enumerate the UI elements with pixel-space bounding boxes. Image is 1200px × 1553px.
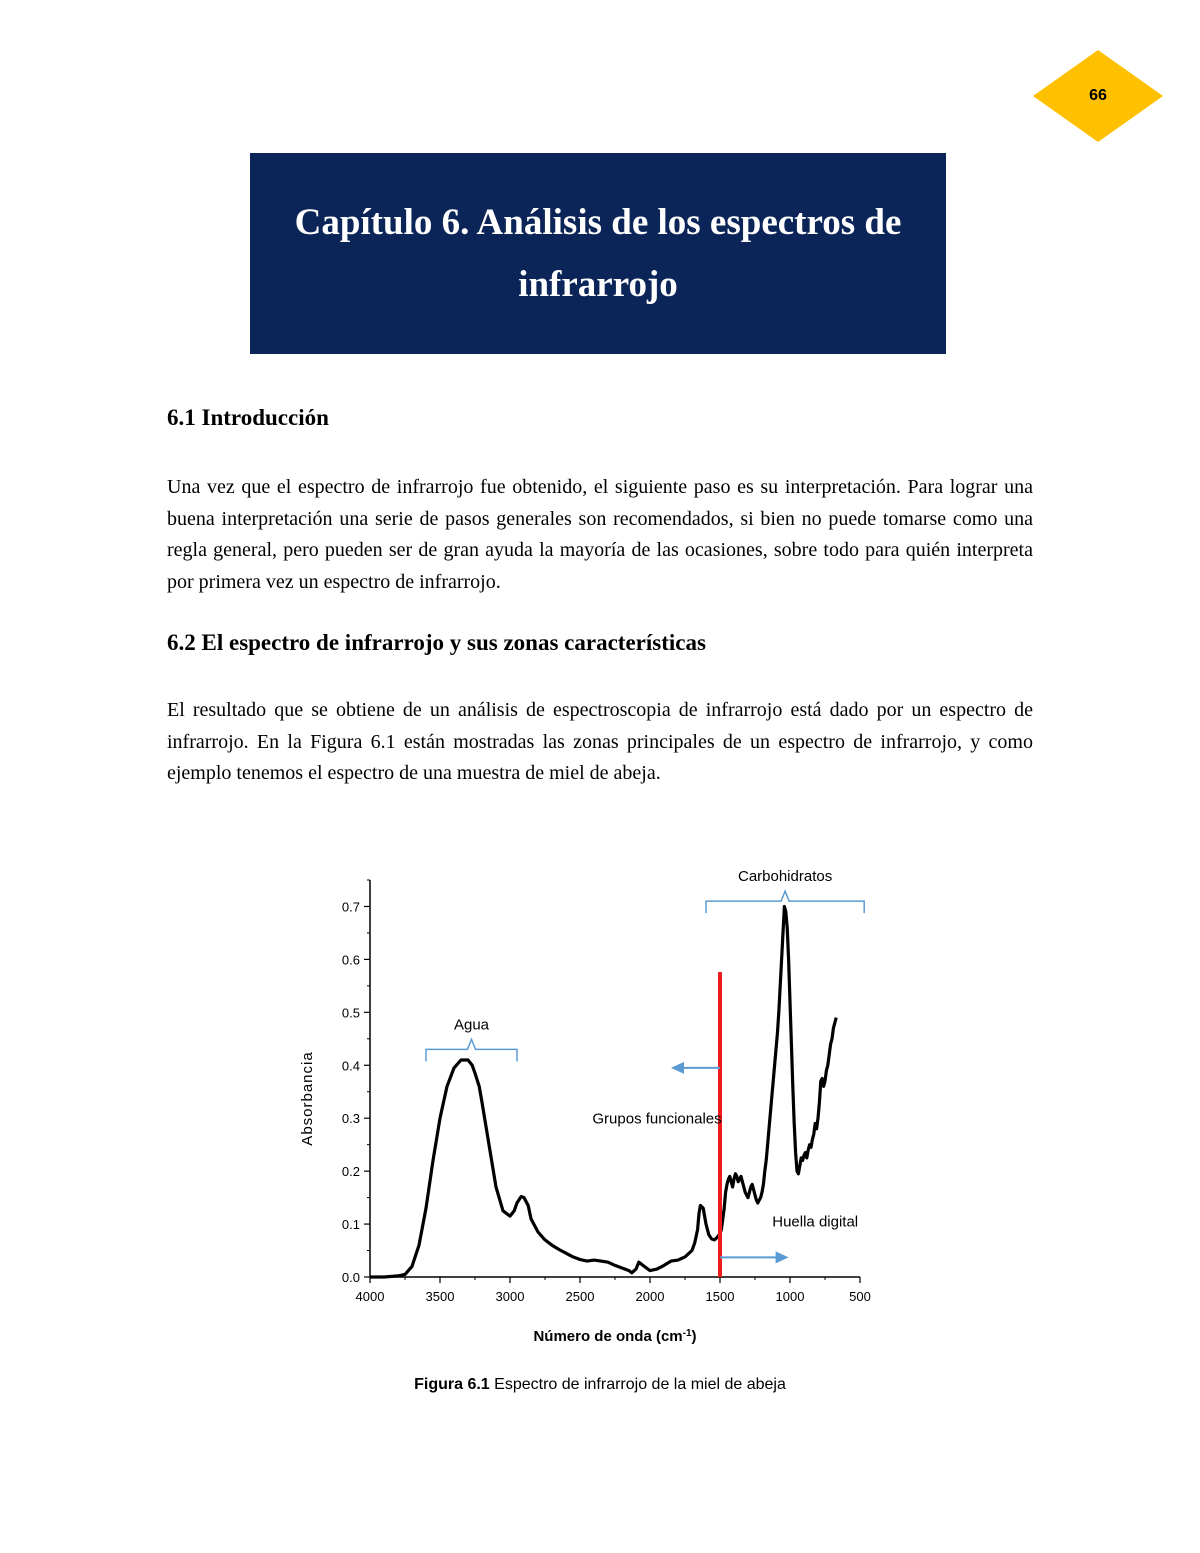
page-number: 66 <box>1089 87 1107 104</box>
figure-caption <box>0 1376 1200 1394</box>
ir-spectrum-chart <box>270 850 910 1370</box>
x-tick-label: 2500 <box>565 1289 595 1304</box>
y-tick-label: 0.7 <box>341 899 360 915</box>
section-paragraph-zones: El resultado que se obtiene de un análisis de espectroscopia de infrarrojo está dado por un espectro de infrarrojo. En la Figura 6.1 están mostradas las zonas principales de un espectro de infrarrojo, y como ejemplo tenemos el espectro de una muestra de miel de abeja. <box>167 699 1033 784</box>
y-tick-label: 0.5 <box>341 1005 360 1021</box>
section-paragraph-intro: Una vez que el espectro de infrarrojo fue obtenido, el siguiente paso es su interpretación. Para lograr una buena interpretación una serie de pasos generales son recomendados, si bien no puede tomarse como una regla general, pero pueden ser de gran ayuda la mayoría de las ocasiones, sobre todo para quién interpreta por primera vez un espectro de infrarrojo. <box>167 476 1033 593</box>
x-tick-label: 3000 <box>495 1289 525 1304</box>
region-label: Grupos funcionales <box>592 1110 722 1128</box>
x-axis-label: Número de onda $(cm^{-1})$ <box>533 1327 697 1345</box>
y-tick-label: 0.4 <box>341 1058 360 1074</box>
ir-spectrum-figure <box>270 850 910 1370</box>
region-label: Carbohidratos <box>737 868 833 886</box>
y-axis-label: Absorbancia <box>299 1051 316 1146</box>
figure-caption-text: Espectro de infrarrojo de la miel de abeja <box>489 1376 786 1393</box>
x-tick-label: 2000 <box>635 1289 665 1304</box>
y-tick-label: 0.0 <box>341 1270 360 1285</box>
y-tick-label: 0.6 <box>341 952 360 968</box>
x-tick-label: 4000 <box>355 1289 385 1304</box>
chapter-title: Capítulo 6. Análisis de los espectros de infrarrojo <box>294 201 902 305</box>
chapter-title-box <box>250 153 946 354</box>
y-tick-label: 0.3 <box>341 1111 360 1127</box>
x-tick-label: 1500 <box>705 1289 735 1304</box>
section-heading-zones: 6.2 El espectro de infrarrojo y sus zonas características <box>167 630 706 655</box>
y-tick-label: 0.2 <box>341 1164 360 1180</box>
region-bracket <box>426 1039 517 1061</box>
spectrum-line <box>370 907 836 1278</box>
arrow-right-icon <box>776 1251 789 1263</box>
page-number-badge <box>1033 50 1163 142</box>
region-label: Agua <box>453 1016 490 1034</box>
y-tick-label: 0.1 <box>341 1217 360 1233</box>
x-tick-label: 500 <box>849 1289 871 1304</box>
x-tick-label: 3500 <box>425 1289 455 1304</box>
arrow-left-icon <box>671 1062 684 1074</box>
section-heading-intro: 6.1 Introducción <box>167 405 329 430</box>
figure-caption-label: Figura 6.1 <box>414 1376 490 1393</box>
x-tick-label: 1000 <box>775 1289 805 1304</box>
region-label: Huella digital <box>772 1213 859 1231</box>
